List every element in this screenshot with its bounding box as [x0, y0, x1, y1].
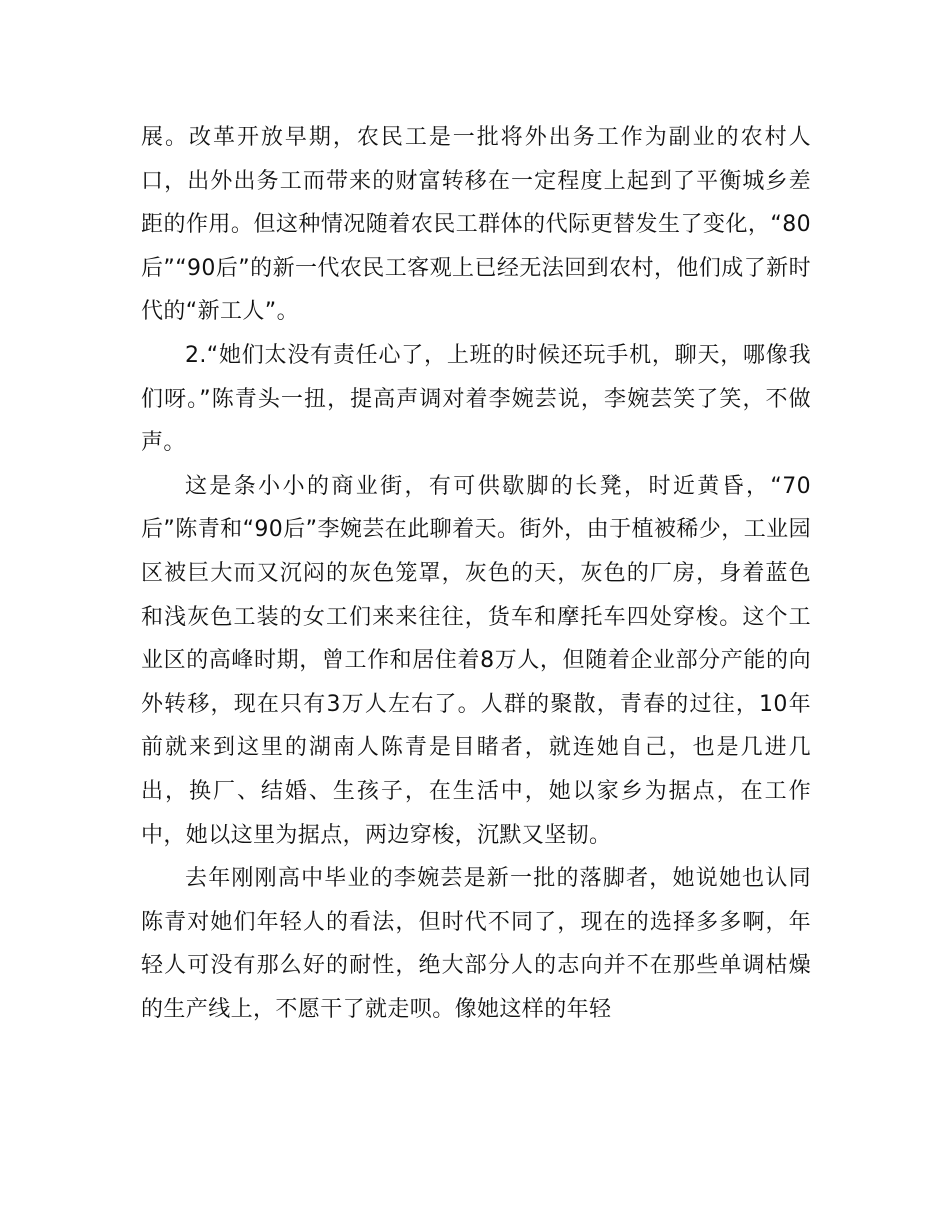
paragraph-dialogue: 2.“她们太没有责任心了，上班的时候还玩手机，聊天，哪像我们呀。”陈青头一扭，提高声调对着李婉芸说，李婉芸笑了笑，不做声。 [141, 342, 811, 456]
paragraph-li-wanyun: 去年刚刚高中毕业的李婉芸是新一批的落脚者，她说她也认同陈青对她们年轻人的看法，但时代不同了，现在的选择多多啊，年轻人可没有那么好的耐性，绝大部分人的志向并不在那些单调枯燥的生产线上，不愿干了就走呗。像她这样的年轻 [141, 866, 811, 1022]
paragraph-scene: 这是条小小的商业街，有可供歇脚的长凳，时近黄昏，“70后”陈青和“90后”李婉芸在此聊着天。街外，由于植被稀少，工业园区被巨大而又沉闷的灰色笼罩，灰色的天，灰色的厂房，身着蓝色和浅灰色工装的女工们来来往往，货车和摩托车四处穿梭。这个工业区的高峰时期，曾工作和居住着8万人，但随着企业部分产能的向外转移，现在只有3万人左右了。人群的聚散，青春的过往，10年前就来到这里的湖南人陈青是目睹者，就连她自己，也是几进几出，换厂、结婚、生孩子，在生活中，她以家乡为据点，在工作中，她以这里为据点，两边穿梭，沉默又坚韧。 [141, 473, 811, 848]
document-body [141, 116, 811, 1031]
paragraph-continuation: 展。改革开放早期，农民工是一批将外出务工作为副业的农村人口，出外出务工而带来的财富转移在一定程度上起到了平衡城乡差距的作用。但这种情况随着农民工群体的代际更替发生了变化，“80后”“90后”的新一代农民工客观上已经无法回到农村，他们成了新时代的“新工人”。 [141, 125, 811, 325]
